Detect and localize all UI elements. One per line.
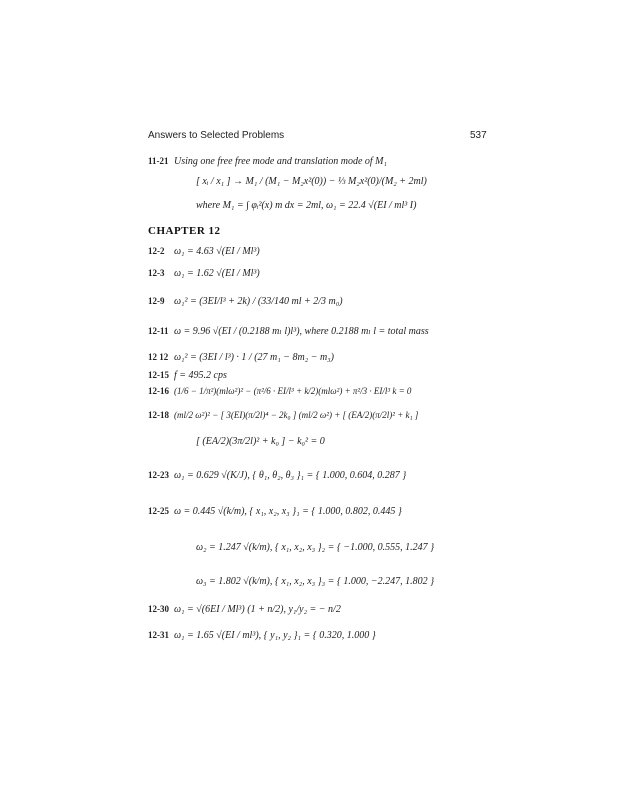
problem-number: 12-25	[148, 506, 169, 516]
problem-number: 12-18	[148, 410, 169, 420]
answer-text: ω₃ = 1.802 √(k/m), { x₁, x₂, x₃ }₃ = { 1.000, −2.247, 1.802 }	[196, 576, 435, 587]
answer-text: ω₁² = (3EI/l³ + 2k) / (33/140 ml + 2/3 m₀)	[174, 296, 343, 307]
answer-entry	[148, 506, 402, 517]
answer-entry	[170, 176, 427, 187]
problem-number: 11-21	[148, 156, 169, 166]
answer-text: [ xᵢ / x₁ ] → M₁ / (M₁ − M₂x²(0)) − ⅓ M₂x²(0)/(M₂ + 2ml)	[196, 176, 427, 187]
answer-entry	[148, 386, 411, 396]
answer-text: ω₁ = 1.62 √(EI / Ml³)	[174, 268, 260, 279]
answer-text: f = 495.2 cps	[174, 370, 227, 381]
answer-text: ω₁ = 1.65 √(EI / ml³), { y₁, y₂ }₁ = { 0.320, 1.000 }	[174, 630, 376, 641]
answer-text: ω₂ = 1.247 √(k/m), { x₁, x₂, x₃ }₂ = { −1.000, 0.555, 1.247 }	[196, 542, 435, 553]
answer-entry	[148, 410, 418, 420]
answer-entry	[148, 370, 227, 381]
answer-entry	[148, 352, 334, 363]
problem-number: 12-15	[148, 370, 169, 380]
answer-text: ω₁ = 4.63 √(EI / Ml³)	[174, 246, 260, 257]
problem-number: 12-16	[148, 386, 169, 396]
problem-number: 12-31	[148, 630, 169, 640]
problem-number: 12-30	[148, 604, 169, 614]
answer-entry	[148, 630, 376, 641]
answer-entry	[170, 576, 434, 587]
problem-number: 12-23	[148, 470, 169, 480]
answer-entry	[148, 156, 387, 167]
problem-number: 12 12	[148, 352, 169, 362]
answer-text: [ (EA/2)(3π/2l)² + k₀ ] − k₀² = 0	[196, 436, 325, 447]
answer-entry	[148, 296, 343, 307]
answer-entry	[170, 436, 325, 447]
answer-entry	[148, 246, 260, 257]
answer-text: ω = 0.445 √(k/m), { x₁, x₂, x₃ }₁ = { 1.000, 0.802, 0.445 }	[174, 506, 402, 517]
answer-entry	[148, 470, 406, 481]
problem-number: 12-9	[148, 296, 165, 306]
page-number: 537	[470, 130, 487, 141]
answer-entry	[170, 542, 434, 553]
answer-text: ω₁ = 0.629 √(K/J), { θ₁, θ₂, θ₃ }₁ = { 1.000, 0.604, 0.287 }	[174, 470, 407, 481]
chapter-heading: CHAPTER 12	[148, 225, 221, 237]
running-header: Answers to Selected Problems	[148, 130, 285, 141]
answer-entry	[148, 268, 260, 279]
problem-number: 12-3	[148, 268, 165, 278]
answer-entry	[148, 326, 429, 337]
answer-text: ω₁² = (3EI / l³) · 1 / (27 m₁ − 8m₂ − m₃)	[174, 352, 334, 363]
answer-entry	[170, 200, 416, 211]
answer-text: (1/6 − 1/π²)(mlω²)² − (π²/6 · EI/l³ + k/2)(mlω²) + π²/3 · EI/l³ k = 0	[174, 386, 412, 396]
answer-text: (ml/2 ω²)² − [ 3(EI)(π/2l)⁴ − 2k₀ ] (ml/2 ω²) + [ (EA/2)(π/2l)² + k₁ ]	[174, 410, 419, 420]
answer-text: Using one free free mode and translation mode of M₁	[174, 156, 387, 167]
answer-text: ω₁ = √(6EI / Ml³) (1 + n/2), y₁/y₂ = − n/2	[174, 604, 341, 615]
answer-text: ω = 9.96 √(EI / (0.2188 mₗ l)l³), where 0.2188 mₗ l = total mass	[174, 326, 429, 337]
answer-text: where M₁ = ∫ φᵢ²(x) m dx = 2ml, ω₁ = 22.4 √(EI / ml³ I)	[196, 200, 417, 211]
problem-number: 12-11	[148, 326, 169, 336]
answer-entry	[148, 604, 341, 615]
problem-number: 12-2	[148, 246, 165, 256]
